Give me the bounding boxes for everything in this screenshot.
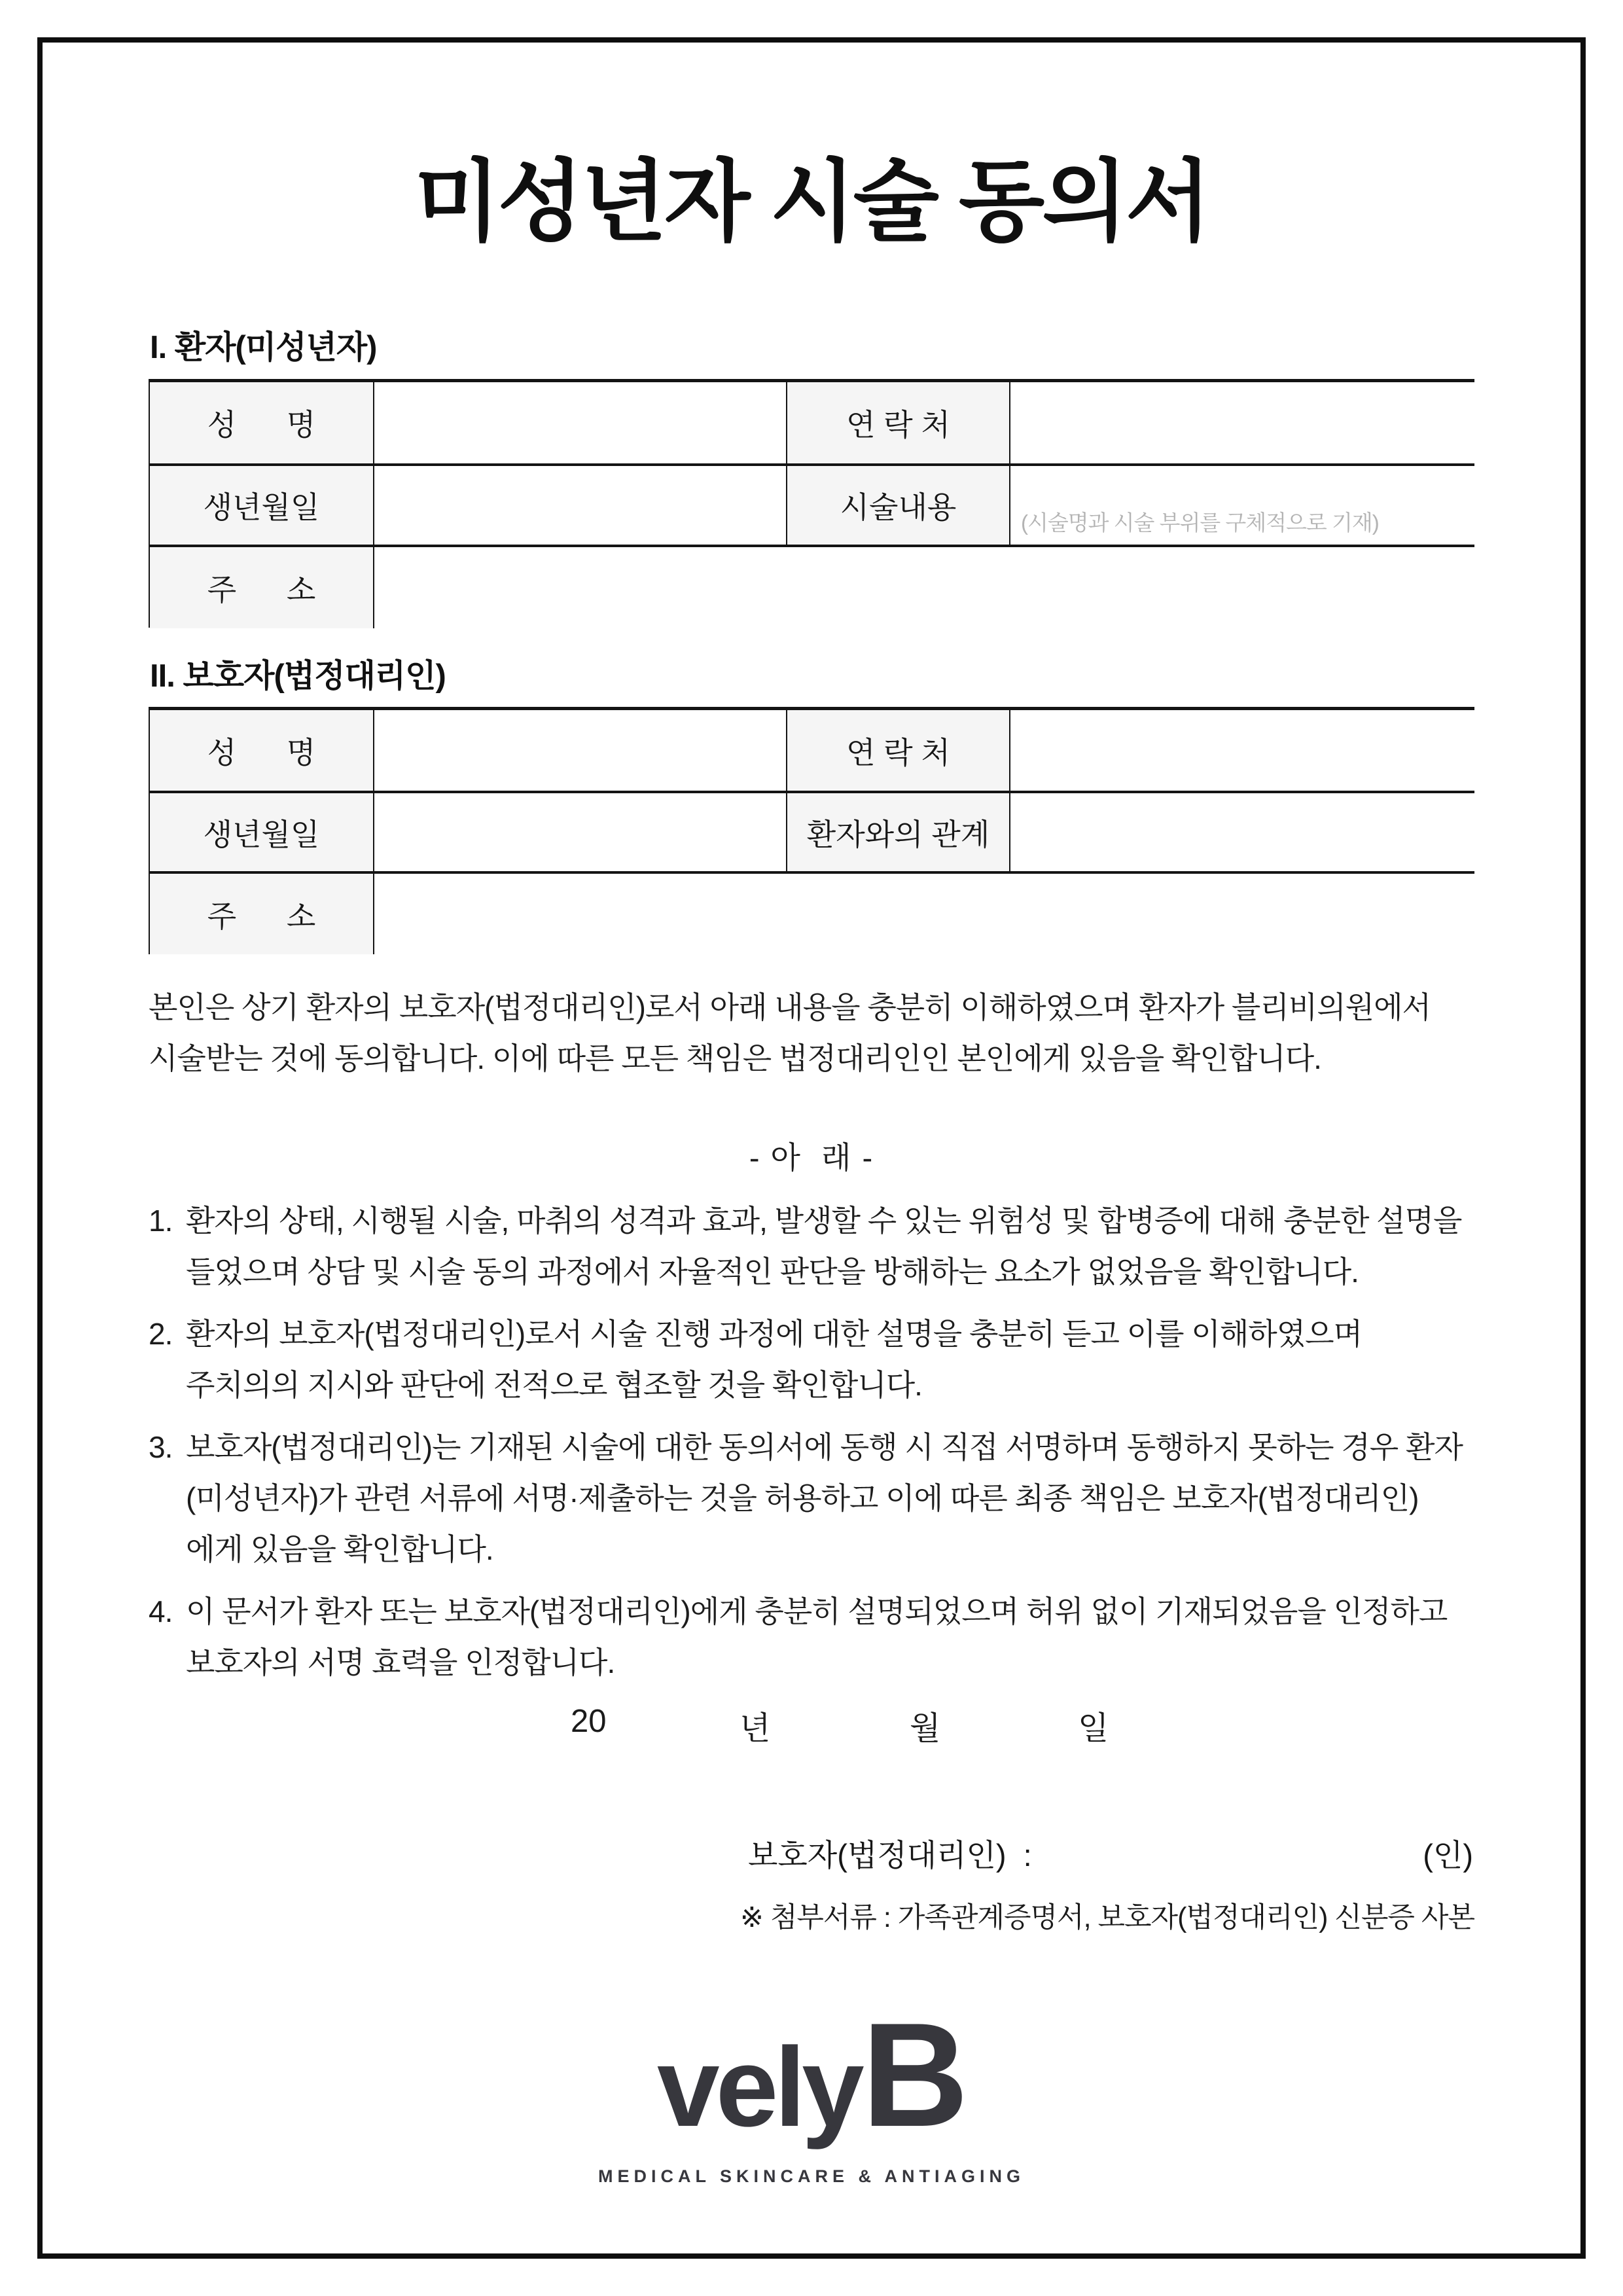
procedure-hint-text: (시술명과 시술 부위를 구체적으로 기재)	[1021, 511, 1379, 535]
velyb-logo-wordmark	[149, 1990, 1474, 2160]
seal-mark-label: (인)	[1423, 1838, 1473, 1873]
term-text: 이 문서가 환자 또는 보호자(법정대리인)에게 충분히 설명되었으며 허위 없이 기재되었음을 인정하고 보호자의 서명 효력을 인정합니다.	[186, 1594, 1448, 1679]
term-text: 보호자(법정대리인)는 기재된 시술에 대한 동의서에 동행 시 직접 서명하며 동행하지 못하는 경우 환자(미성년자)가 관련 서류에 서명·제출하는 것을 허용하고 이에 따른 최종 책임은 보호자(법정대리인)에게 있음을 확인합니다.	[186, 1430, 1463, 1566]
patient-info-table	[149, 379, 1474, 628]
guardian-name-field[interactable]	[373, 710, 786, 791]
date-year-label: 년	[740, 1711, 771, 1746]
logo-text-b: B	[861, 1992, 966, 2157]
guardian-birthdate-label: 생년월일	[150, 793, 373, 871]
patient-contact-label: 연 락 처	[786, 382, 1009, 463]
date-line	[149, 1703, 1474, 1749]
term-item-4	[149, 1586, 1474, 1688]
table-row	[150, 791, 1473, 871]
signature-line	[149, 1831, 1474, 1877]
term-number: 3.	[149, 1430, 173, 1464]
term-text: 환자의 보호자(법정대리인)로서 시술 진행 과정에 대한 설명을 충분히 듣고 이를 이해하였으며 주치의의 지시와 판단에 전적으로 협조할 것을 확인합니다.	[186, 1317, 1363, 1402]
guardian-name-label: 성 명	[150, 710, 373, 791]
term-number: 4.	[149, 1594, 173, 1628]
guardian-contact-label: 연 락 처	[786, 710, 1009, 791]
guardian-address-label: 주 소	[150, 874, 373, 954]
patient-procedure-label: 시술내용	[786, 466, 1009, 545]
date-month-label: 월	[910, 1711, 941, 1746]
guardian-birthdate-field[interactable]	[373, 793, 786, 871]
guardian-signature-label: 보호자(법정대리인) :	[748, 1838, 1032, 1873]
guardian-info-table	[149, 707, 1474, 954]
below-marker: - 아 래 -	[749, 1140, 874, 1175]
guardian-contact-field[interactable]	[1009, 710, 1474, 791]
document-title: 미성년자 시술 동의서	[414, 152, 1209, 251]
term-item-2	[149, 1308, 1474, 1410]
logo-tagline: MEDICAL SKINCARE & ANTIAGING	[597, 2166, 1025, 2186]
section-heading-guardian: II. 보호자(법정대리인)	[150, 658, 446, 694]
section-heading-patient: I. 환자(미성년자)	[150, 330, 377, 365]
attachment-note: ※ 첨부서류 : 가족관계증명서, 보호자(법정대리인) 신분증 사본	[740, 1902, 1474, 1933]
clinic-logo	[149, 1990, 1474, 2187]
patient-birthdate-label: 생년월일	[150, 466, 373, 545]
term-number: 1.	[149, 1204, 173, 1238]
table-row	[150, 710, 1473, 791]
table-row	[150, 545, 1473, 628]
logo-text-vely: vely	[657, 2024, 861, 2150]
term-text: 환자의 상태, 시행될 시술, 마취의 성격과 효과, 발생할 수 있는 위험성 및 합병증에 대해 충분한 설명을 들었으며 상담 및 시술 동의 과정에서 자율적인 판단을 방해하는 요소가 없었음을 확인합니다.	[186, 1204, 1462, 1289]
table-row	[150, 463, 1473, 545]
guardian-address-field[interactable]	[373, 874, 1474, 954]
page-content	[149, 0, 1474, 2296]
patient-address-label: 주 소	[150, 547, 373, 628]
term-item-1	[149, 1195, 1474, 1297]
table-row	[150, 871, 1473, 954]
terms-list	[149, 1195, 1474, 1699]
term-number: 2.	[149, 1317, 173, 1351]
table-row	[150, 382, 1473, 463]
patient-address-field[interactable]	[373, 547, 1474, 628]
patient-name-field[interactable]	[373, 382, 786, 463]
date-day-label: 일	[1078, 1711, 1109, 1746]
term-item-3	[149, 1422, 1474, 1575]
guardian-relation-label: 환자와의 관계	[786, 793, 1009, 871]
patient-procedure-field[interactable]	[1009, 466, 1474, 545]
patient-name-label: 성 명	[150, 382, 373, 463]
guardian-relation-field[interactable]	[1009, 793, 1474, 871]
patient-birthdate-field[interactable]	[373, 466, 786, 545]
patient-contact-field[interactable]	[1009, 382, 1474, 463]
consent-statement: 본인은 상기 환자의 보호자(법정대리인)로서 아래 내용을 충분히 이해하였으며 환자가 블리비의원에서 시술받는 것에 동의합니다. 이에 따른 모든 책임은 법정대리인인 본인에게 있음을 확인합니다.	[149, 990, 1431, 1075]
date-year-prefix: 20	[571, 1704, 607, 1739]
